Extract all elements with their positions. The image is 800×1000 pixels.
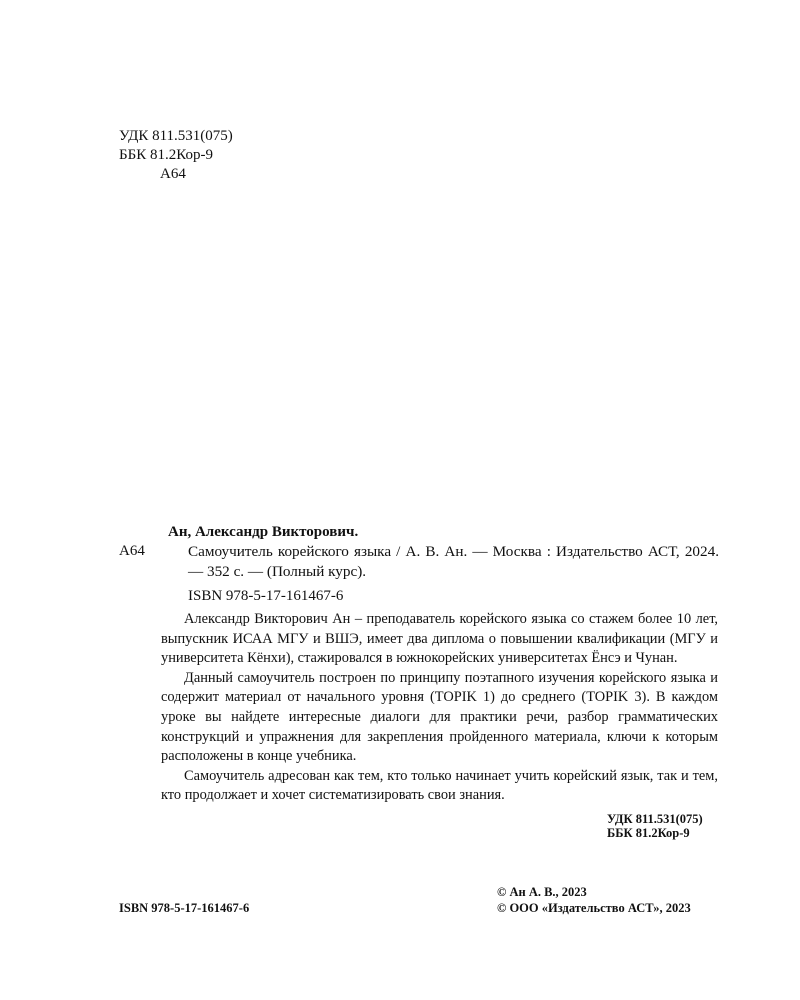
author-heading: Ан, Александр Викторович. — [168, 524, 359, 540]
copyright-publisher: © ООО «Издательство АСТ», 2023 — [497, 901, 691, 915]
catalog-reference: Самоучитель корейского языка / А. В. Ан. — Москва : Издательство АСТ, 2024. — 352 с. — (Полный курс). — [188, 543, 719, 580]
bottom-udk: УДК 811.531(075) — [607, 812, 703, 826]
footer-isbn: ISBN 978-5-17-161467-6 — [119, 901, 250, 915]
catalog-author-mark: А64 — [119, 543, 145, 559]
bottom-bbk: ББК 81.2Кор-9 — [607, 826, 690, 840]
top-udk: УДК 811.531(075) — [119, 128, 233, 144]
annotation — [161, 610, 718, 806]
annotation-paragraph-3: Самоучитель адресован как тем, кто только начинает учить корейский язык, так и тем, кто продолжает и хочет систематизировать свои знания. — [161, 767, 718, 804]
annotation-paragraph-2: Данный самоучитель построен по принципу поэтапного изучения корейского языка и содержит материал от начального уровня (TOPIK 1) до среднего (TOPIK 3). В каждом уроке вы найдете интересные диалоги для практики речи, разбор грамматических конструкций и упражнения для закрепления пройденного материала, ключи к которым расположены в конце учебника. — [161, 669, 718, 765]
copyright-author: © Ан А. В., 2023 — [497, 885, 587, 899]
catalog-isbn: ISBN 978-5-17-161467-6 — [188, 588, 344, 604]
top-author-mark: А64 — [160, 166, 186, 182]
annotation-paragraph-1: Александр Викторович Ан – преподаватель корейского языка со стажем более 10 лет, выпускник ИСАА МГУ и ВШЭ, имеет два диплома о повышении квалификации (МГУ и университета Кёнхи), стажировался в южнокорейских университетах Ёнсэ и Чунан. — [161, 611, 718, 667]
top-bbk: ББК 81.2Кор-9 — [119, 147, 213, 163]
